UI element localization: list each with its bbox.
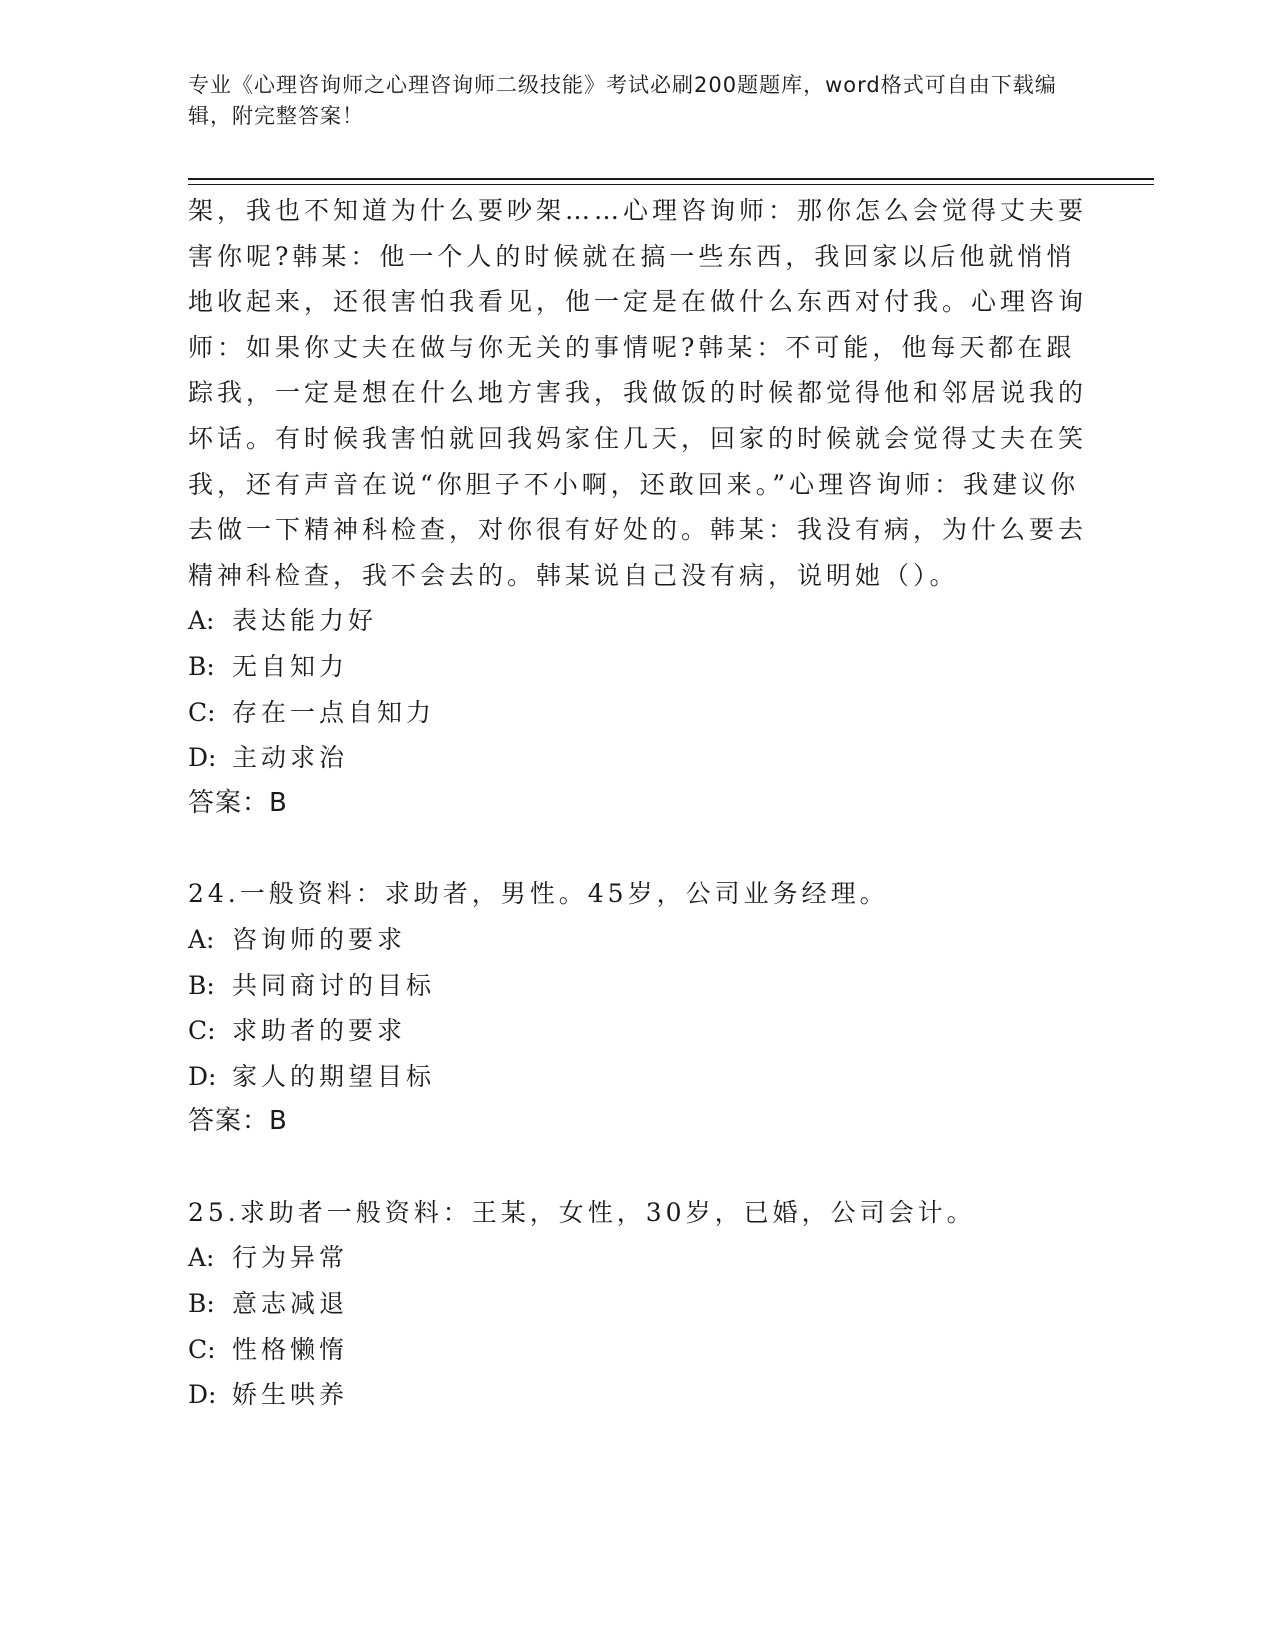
question-25 (188, 1190, 1088, 1418)
option-key: C: (188, 1334, 216, 1364)
question-23-passage: 架，我也不知道为什么要吵架……心理咨询师：那你怎么会觉得丈夫要害你呢?韩某：他一个人的时候就在搞一些东西，我回家以后他就悄悄地收起来，还很害怕我看见，他一定是在做什么东西对付我。心理咨询师：如果你丈夫在做与你无关的事情呢?韩某：不可能，他每天都在跟踪我，一定是想在什么地方害我，我做饭的时候都觉得他和邻居说我的坏话。有时候我害怕就回我妈家住几天，回家的时候就会觉得丈夫在笑我，还有声音在说“你胆子不小啊，还敢回来。”心理咨询师：我建议你去做一下精神科检查，对你很有好处的。韩某：我没有病，为什么要去精神科检查，我不会去的。韩某说自己没有病，说明她（）。 (188, 196, 1088, 590)
option-b (188, 963, 1088, 1009)
option-text: 意志减退 (232, 1289, 349, 1319)
question-24 (188, 871, 1088, 1145)
spacer (188, 1145, 1088, 1190)
option-key: B: (188, 1289, 215, 1319)
option-key: B: (188, 970, 215, 1000)
option-key: D: (188, 743, 217, 773)
question-24-stem: 24.一般资料：求助者，男性。45岁，公司业务经理。 (188, 879, 889, 909)
option-text: 存在一点自知力 (232, 697, 436, 727)
option-text: 咨询师的要求 (232, 924, 407, 954)
option-d (188, 1054, 1088, 1100)
option-text: 行为异常 (232, 1243, 349, 1273)
option-key: C: (188, 1016, 216, 1046)
option-c (188, 1008, 1088, 1054)
option-key: B: (188, 651, 215, 681)
option-text: 无自知力 (232, 651, 349, 681)
question-23 (188, 188, 1088, 826)
option-key: A: (188, 924, 215, 954)
option-key: C: (188, 697, 216, 727)
option-d (188, 1372, 1088, 1418)
option-key: A: (188, 1243, 215, 1273)
option-key: D: (188, 1061, 217, 1091)
option-c (188, 690, 1088, 736)
header-divider (188, 178, 1154, 185)
question-25-stem: 25.求助者一般资料：王某，女性，30岁，已婚，公司会计。 (188, 1197, 976, 1227)
option-a (188, 598, 1088, 644)
option-key: D: (188, 1380, 217, 1410)
option-text: 家人的期望目标 (232, 1061, 436, 1091)
option-b (188, 1281, 1088, 1327)
option-b (188, 644, 1088, 690)
option-text: 性格懒惰 (232, 1334, 349, 1364)
document-body (188, 188, 1088, 1418)
option-text: 求助者的要求 (232, 1016, 407, 1046)
option-a (188, 917, 1088, 963)
spacer (188, 826, 1088, 871)
option-c (188, 1327, 1088, 1373)
option-d (188, 735, 1088, 781)
question-24-answer: 答案：B (188, 1106, 288, 1137)
option-text: 表达能力好 (232, 606, 378, 636)
document-header-title: 专业《心理咨询师之心理咨询师二级技能》考试必刷200题题库，word格式可自由下载编辑，附完整答案！ (188, 73, 1057, 128)
option-text: 娇生哄养 (232, 1380, 349, 1410)
option-text: 共同商讨的目标 (232, 970, 436, 1000)
question-23-answer: 答案：B (188, 787, 288, 818)
option-text: 主动求治 (232, 743, 349, 773)
option-key: A: (188, 606, 215, 636)
option-a (188, 1235, 1088, 1281)
